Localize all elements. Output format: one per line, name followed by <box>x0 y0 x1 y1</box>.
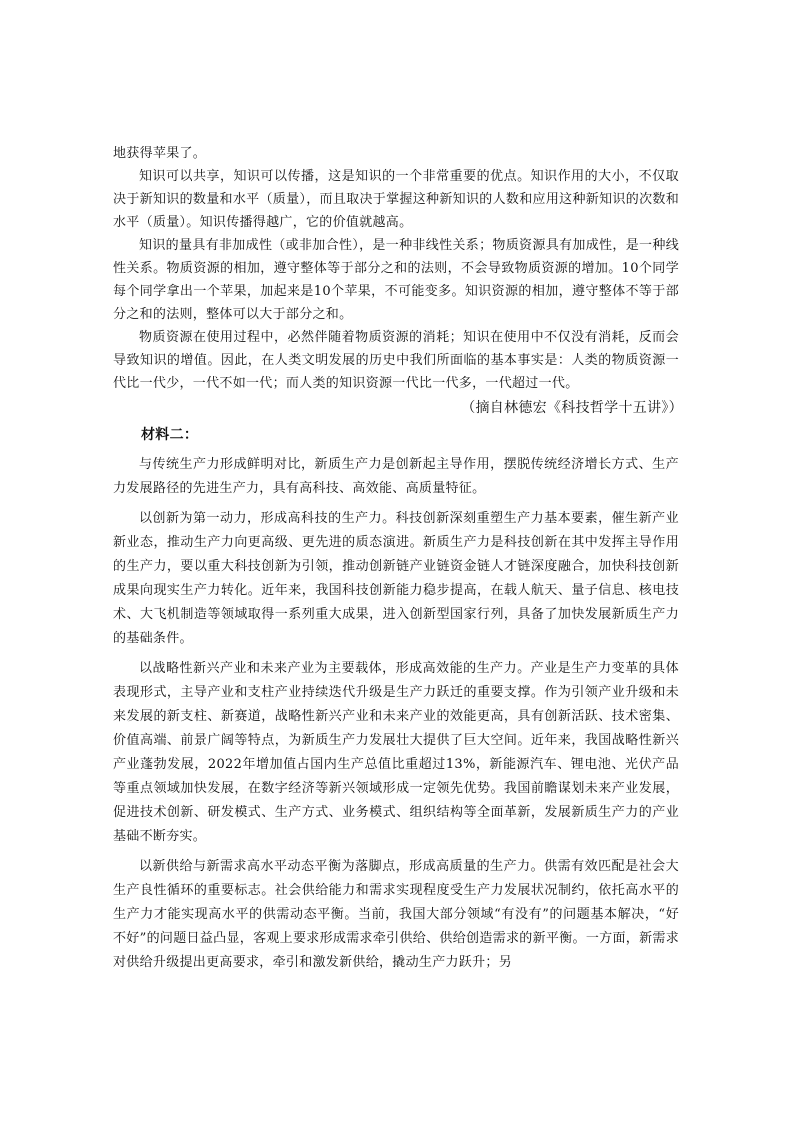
paragraph: 地获得苹果了。 <box>113 146 207 161</box>
paragraph: 以战略性新兴产业和未来产业为主要载体，形成高效能的生产力。产业是生产力变革的具体表现形式，主导产业和支柱产业持续迭代升级是生产力跃迁的重要支撑。作为引领产业升级和未来发展的新支柱、新赛道，战略性新兴产业和未来产业的效能更高，具有创新活跃、技术密集、价值高端、前景广阔等特点，为新质生产力发展壮大提供了巨大空间。近年来，我国战略性新兴产业蓬勃发展，2022年增加值占国内生产总值比重超过13%，新能源汽车、锂电池、光伏产品等重点领域加快发展，在数字经济等新兴领域形成一定领先优势。我国前瞻谋划未来产业发展，促进技术创新、研发模式、生产方式、业务模式、组织结构等全面革新，发展新质生产力的产业基础不断夯实。 <box>113 661 679 844</box>
paragraph: 以创新为第一动力，形成高科技的生产力。科技创新深刻重塑生产力基本要素，催生新产业新业态，推动生产力向更高级、更先进的质态演进。新质生产力是科技创新在其中发挥主导作用的生产力，要以重大科技创新为引领，推动创新链产业链资金链人才链深度融合，加快科技创新成果向现实生产力转化。近年来，我国科技创新能力稳步提高，在载人航天、量子信息、核电技术、大飞机制造等领域取得一系列重大成果，进入创新型国家行列，具备了加快发展新质生产力的基础条件。 <box>113 511 679 646</box>
material-one-section <box>113 142 683 421</box>
paragraph: 物质资源在使用过程中，必然伴随着物质资源的消耗；知识在使用中不仅没有消耗，反而会导致知识的增值。因此，在人类文明发展的历史中我们所面临的基本事实是：人类的物质资源一代比一代少，一代不如一代；而人类的知识资源一代比一代多，一代超过一代。 <box>113 330 679 391</box>
document-body <box>113 142 683 975</box>
section-heading: 材料二： <box>141 427 199 443</box>
material-two-section <box>113 453 679 975</box>
paragraph: 与传统生产力形成鲜明对比，新质生产力是创新起主导作用，摆脱传统经济增长方式、生产力发展路径的先进生产力，具有高科技、高效能、高质量特征。 <box>113 457 679 496</box>
paragraph: 以新供给与新需求高水平动态平衡为落脚点，形成高质量的生产力。供需有效匹配是社会大生产良性循环的重要标志。社会供给能力和需求实现程度受生产力发展状况制约，依托高水平的生产力才能实现高水平的供需动态平衡。当前，我国大部分领域“有没有”的问题基本解决，“好不好”的问题日益凸显，客观上要求形成需求牵引供给、供给创造需求的新平衡。一方面，新需求对供给升级提出更高要求，牵引和激发新供给，撬动生产力跃升；另 <box>113 859 679 970</box>
paragraph: 知识可以共享，知识可以传播，这是知识的一个非常重要的优点。知识作用的大小，不仅取决于新知识的数量和水平（质量），而且取决于掌握这种新知识的人数和应用这种新知识的次数和水平（质量）。知识传播得越广，它的价值就越高。 <box>113 169 679 230</box>
paragraph: 知识的量具有非加成性（或非加合性），是一种非线性关系；物质资源具有加成性，是一种线性关系。物质资源的相加，遵守整体等于部分之和的法则，不会导致物质资源的增加。10个同学每个同学拿出一个苹果，加起来是10个苹果，不可能变多。知识资源的相加，遵守整体不等于部分之和的法则，整体可以大于部分之和。 <box>113 238 679 322</box>
source-citation: （摘自林德宏《科技哲学十五讲》） <box>461 400 683 416</box>
